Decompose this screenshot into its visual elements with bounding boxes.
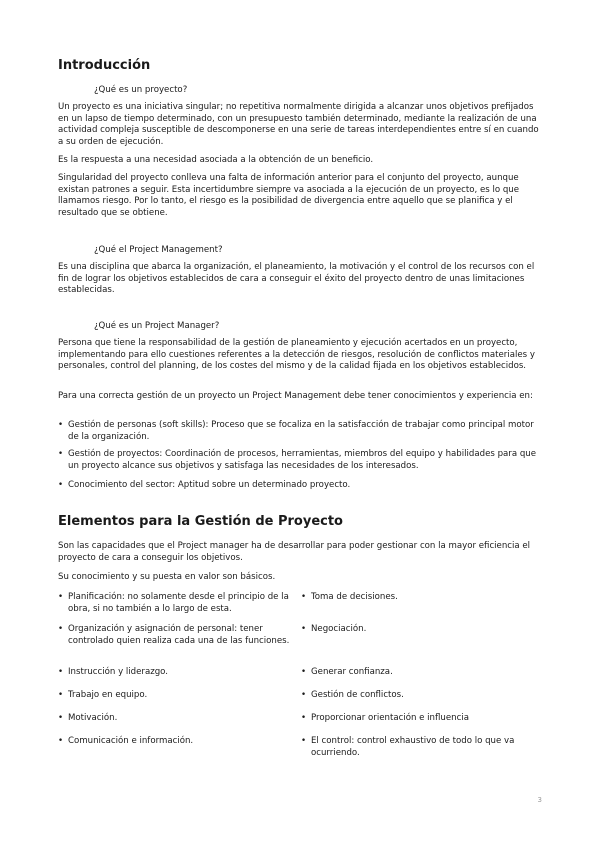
bullet-glyph: •: [58, 592, 64, 602]
page-number: 3: [537, 796, 542, 804]
bullet-glyph: •: [58, 449, 64, 459]
paragraph-project-management: Es una disciplina que abarca la organización, el planeamiento, la motivación y el control de los recursos con el fin de lograr los objetivos establecidos de cara a conseguir el éxito del proyecto dentro de unas limitaciones establecidas.: [58, 262, 535, 296]
list-item-text: Conocimiento del sector: Aptitud sobre un determinado proyecto.: [68, 480, 351, 490]
grid-item-text: Instrucción y liderazgo.: [68, 667, 169, 677]
bullet-glyph: •: [301, 690, 307, 700]
bullet-glyph: •: [58, 690, 64, 700]
paragraph-proyecto-definicion: Un proyecto es una iniciativa singular; no repetitiva normalmente dirigida a alcanzar unos objetivos prefijados en un lapso de tiempo determinado, con un presupuesto también determinado, mediante la realización de una actividad compleja susceptible de descomponerse en una serie de tareas interdependientes entre sí en cuando a su orden de ejecución.: [58, 102, 539, 147]
bullet-glyph: •: [301, 624, 307, 634]
list-item-text: Gestión de personas (soft skills): Proceso que se focaliza en la satisfacción de trabajar como principal motor de la organización.: [68, 420, 534, 442]
grid-item-orientacion: [301, 713, 544, 725]
paragraph-respuesta-necesidad: Es la respuesta a una necesidad asociada a la obtención de un beneficio.: [58, 155, 374, 165]
grid-item-gestion-conflictos: [301, 690, 544, 702]
grid-item-text: Toma de decisiones.: [311, 592, 398, 602]
grid-item-negociacion: [301, 624, 544, 636]
list-item-text: Gestión de proyectos: Coordinación de procesos, herramientas, miembros del equipo y habilidades para que un proyecto alcance sus objetivos y satisfaga las necesidades de los interesados.: [68, 449, 537, 471]
heading-elementos-gestion: Elementos para la Gestión de Proyecto: [58, 514, 343, 529]
grid-item-generar-confianza: [301, 667, 544, 679]
bullet-glyph: •: [58, 624, 64, 634]
list-item-gestion-proyectos: [58, 449, 544, 472]
grid-item-text: Motivación.: [68, 713, 118, 723]
grid-item-text: Planificación: no solamente desde el principio de la obra, si no también a lo largo de esta.: [68, 592, 289, 614]
grid-item-text: Trabajo en equipo.: [68, 690, 148, 700]
grid-item-toma-decisiones: [301, 592, 544, 604]
grid-item-text: Gestión de conflictos.: [311, 690, 404, 700]
bullet-glyph: •: [301, 667, 307, 677]
bullet-glyph: •: [58, 420, 64, 430]
grid-item-text: Comunicación e información.: [68, 736, 194, 746]
list-item-conocimiento-sector: [58, 480, 544, 492]
grid-item-text: Proporcionar orientación e influencia: [311, 713, 469, 723]
grid-item-comunicacion: [58, 736, 294, 748]
question-project-management: ¿Qué el Project Management?: [94, 245, 223, 255]
question-proyecto: ¿Qué es un proyecto?: [94, 85, 188, 95]
grid-item-motivacion: [58, 713, 294, 725]
bullet-glyph: •: [301, 592, 307, 602]
heading-introduccion: Introducción: [58, 58, 151, 73]
grid-item-instruccion: [58, 667, 294, 679]
grid-item-text: Negociación.: [311, 624, 367, 634]
bullet-glyph: •: [58, 713, 64, 723]
grid-item-text: Generar confianza.: [311, 667, 393, 677]
grid-item-control: [301, 736, 544, 759]
grid-item-text: El control: control exhaustivo de todo lo que va ocurriendo.: [311, 736, 515, 758]
grid-item-text: Organización y asignación de personal: tener controlado quien realiza cada una de las funciones.: [68, 624, 290, 646]
paragraph-conocimientos: Para una correcta gestión de un proyecto un Project Management debe tener conocimientos y experiencia en:: [58, 391, 533, 401]
question-project-manager: ¿Qué es un Project Manager?: [94, 321, 220, 331]
grid-item-planificacion: [58, 592, 294, 615]
bullet-glyph: •: [58, 667, 64, 677]
paragraph-conocimiento-valor: Su conocimiento y su puesta en valor son básicos.: [58, 572, 276, 582]
grid-item-trabajo-equipo: [58, 690, 294, 702]
paragraph-project-manager: Persona que tiene la responsabilidad de la gestión de planeamiento y ejecución acertados en un proyecto, implementando para ello cuestiones referentes a la detección de riesgos, resolución de conflictos materiales y personales, control del planning, de los costes del mismo y de la calidad fijada en los objetivos establecidos.: [58, 338, 535, 372]
list-item-gestion-personas: [58, 420, 544, 443]
paragraph-singularidad: Singularidad del proyecto conlleva una falta de información anterior para el conjunto del proyecto, aunque existan patrones a seguir. Esta incertidumbre siempre va asociada a la ejecución de un proyecto, es lo que llamamos riesgo. Por lo tanto, el riesgo es la posibilidad de divergencia entre aquello que se planifica y el resultado que se obtiene.: [58, 173, 520, 218]
paragraph-capacidades: Son las capacidades que el Project manager ha de desarrollar para poder gestionar con la mayor eficiencia el proyecto de cara a conseguir los objetivos.: [58, 541, 531, 563]
bullet-glyph: •: [301, 713, 307, 723]
bullet-glyph: •: [58, 736, 64, 746]
bullet-glyph: •: [301, 736, 307, 746]
grid-item-organizacion: [58, 624, 294, 647]
bullet-glyph: •: [58, 480, 64, 490]
